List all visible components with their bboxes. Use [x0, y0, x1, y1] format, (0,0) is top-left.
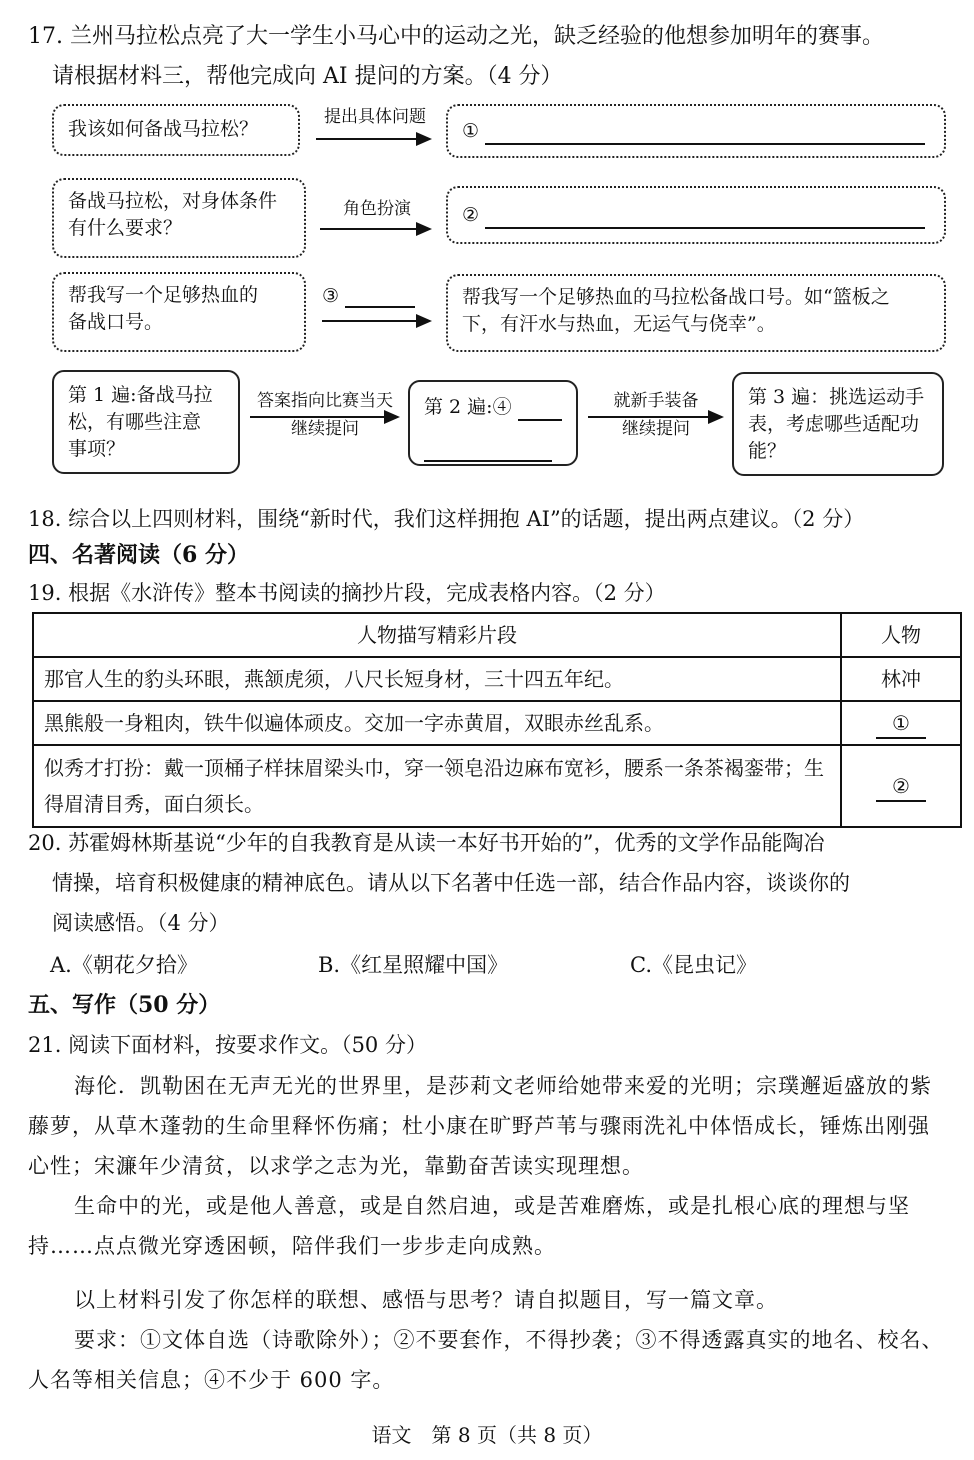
q17-row3-left-box [52, 272, 306, 352]
q20-line1: 20. 苏霍姆林斯基说“少年的自我教育是从读一本好书开始的”，优秀的文学作品能陶冶 [28, 831, 825, 855]
q17-row3-right-line2: 下，有汗水与热血，无运气与侥幸”。 [462, 313, 776, 335]
q17-step3-line3: 能？ [748, 440, 787, 462]
answer-blank-19-1[interactable]: ① [876, 709, 926, 739]
q17-row1-arrow-label: 提出具体问题 [324, 107, 426, 127]
q17-step1-line1: 第 1 遍:备战马拉 [68, 384, 213, 406]
q17-step1-line3: 事项？ [68, 438, 126, 460]
table-row [33, 745, 961, 827]
q17-row3-right-line1: 帮我写一个足够热血的马拉松备战口号。如“篮板之 [462, 286, 890, 308]
q17-row1-left-box [52, 104, 300, 156]
q17-line1: 17. 兰州马拉松点亮了大一学生小马心中的运动之光，缺乏经验的他想参加明年的赛事。 [28, 24, 884, 49]
table-header-desc: 人物描写精彩片段 [33, 613, 841, 657]
table-row [33, 701, 961, 745]
q17-line2: 请根据材料三，帮他完成向 AI 提问的方案。（4 分） [52, 64, 563, 89]
q17-step3-box [732, 372, 944, 476]
q17-row2-arrow [320, 200, 434, 240]
table-cell-desc: 似秀才打扮：戴一顶桶子样抹眉梁头巾，穿一领皂沿边麻布宽衫，腰系一条茶褐銮带；生得眉清目秀，面白须长。 [33, 745, 841, 827]
q17-step3-line2: 表，考虑哪些适配功 [748, 413, 920, 435]
section5-heading: 五、写作（50 分） [28, 992, 221, 1018]
answer-blank-4b[interactable] [424, 460, 552, 462]
answer-blank-1[interactable] [485, 143, 925, 145]
q17-row1-right-marker: ① [462, 120, 480, 142]
q17-step1-line2: 松，有哪些注意 [68, 411, 202, 433]
q21-paragraph-2: 生命中的光，或是他人善意，或是自然启迪，或是苦难磨炼，或是扎根心底的理想与坚持……点点微光穿透困顿，陪伴我们一步步走向成熟。 [28, 1194, 910, 1258]
q17-row3-right-box [446, 274, 946, 352]
q17-step1-box [52, 370, 240, 474]
q19-table [32, 612, 962, 828]
q17-row1-right-box [446, 104, 946, 158]
q17-step3-line1: 第 3 遍：挑选运动手 [748, 386, 925, 408]
table-cell-desc: 那官人生的豹头环眼，燕颔虎须，八尺长短身材，三十四五年纪。 [33, 657, 841, 701]
q17-row2-arrow-label: 角色扮演 [343, 199, 411, 219]
table-header-name: 人物 [841, 613, 961, 657]
section4-heading: 四、名著阅读（6 分） [28, 542, 249, 568]
q17-row2-right-box [446, 186, 946, 244]
q17-step2-arrow-label1: 就新手装备 [613, 391, 699, 411]
q20-option-a: A.《朝花夕拾》 [50, 953, 198, 977]
table-cell-desc: 黑熊般一身粗肉，铁牛似遍体顽皮。交加一字赤黄眉，双眼赤丝乱系。 [33, 701, 841, 745]
q17-row3-left-line1: 帮我写一个足够热血的 [68, 284, 259, 306]
table-header-row [33, 613, 961, 657]
q20-line3: 阅读感悟。（4 分） [52, 911, 230, 935]
q17-row3-arrow-marker: ③ [322, 285, 340, 307]
q17-step2-label: 第 2 遍:④ [424, 396, 512, 418]
q21-paragraph-4: 要求：①文体自选（诗歌除外）；②不要套作，不得抄袭；③不得透露真实的地名、校名、人名等相关信息；④不少于 600 字。 [28, 1328, 944, 1392]
q17-row2-left-line1: 备战马拉松，对身体条件 [68, 190, 278, 212]
q17-row2-left-line2: 有什么要求？ [68, 217, 183, 239]
q17-step2-arrow-label2: 继续提问 [622, 419, 690, 439]
q17-row1-left-text: 我该如何备战马拉松？ [68, 118, 259, 140]
table-cell-name[interactable] [841, 745, 961, 827]
q20-option-c: C.《昆虫记》 [630, 953, 757, 977]
q20-option-b: B.《红星照耀中国》 [318, 953, 509, 977]
q17-row1-arrow [316, 108, 434, 148]
q21-paragraph-3: 以上材料引发了你怎样的联想、感悟与思考？请自拟题目，写一篇文章。 [74, 1288, 778, 1312]
answer-blank-4a[interactable] [518, 419, 562, 421]
table-cell-name[interactable] [841, 701, 961, 745]
q17-step2-box [408, 380, 578, 466]
table-row [33, 657, 961, 701]
q17-step1-arrow-label1: 答案指向比赛当天 [257, 391, 393, 411]
q17-row3-arrow [322, 284, 434, 334]
q17-step1-arrow [250, 392, 400, 440]
q17-row2-right-marker: ② [462, 204, 480, 226]
q17-step1-arrow-label2: 继续提问 [291, 419, 359, 439]
answer-blank-19-2[interactable]: ② [876, 772, 926, 802]
q21-title: 21. 阅读下面材料，按要求作文。（50 分） [28, 1033, 427, 1057]
q17-row3-left-line2: 备战口号。 [68, 311, 164, 333]
table-cell-name: 林冲 [841, 657, 961, 701]
answer-blank-3[interactable] [345, 306, 415, 308]
answer-blank-2[interactable] [485, 227, 925, 229]
q19-title: 19. 根据《水浒传》整本书阅读的摘抄片段，完成表格内容。（2 分） [28, 581, 666, 605]
q20-line2: 情操，培育积极健康的精神底色。请从以下名著中任选一部，结合作品内容，谈谈你的 [52, 871, 850, 895]
q17-row2-left-box [52, 178, 306, 258]
q18-text: 18. 综合以上四则材料，围绕“新时代，我们这样拥抱 AI”的话题，提出两点建议。（2 分） [28, 507, 865, 531]
q17-step2-arrow [588, 392, 724, 440]
q21-paragraph-1: 海伦．凯勒困在无声无光的世界里，是莎莉文老师给她带来爱的光明；宗璞邂逅盛放的紫藤萝，从草木蓬勃的生命里释怀伤痛；杜小康在旷野芦苇与骤雨洗礼中体悟成长，锤炼出刚强心性；宋濂年少清贫，以求学之志为光，靠勤奋苦读实现理想。 [28, 1074, 932, 1178]
page-footer: 语文 第 8 页（共 8 页） [371, 1423, 603, 1447]
